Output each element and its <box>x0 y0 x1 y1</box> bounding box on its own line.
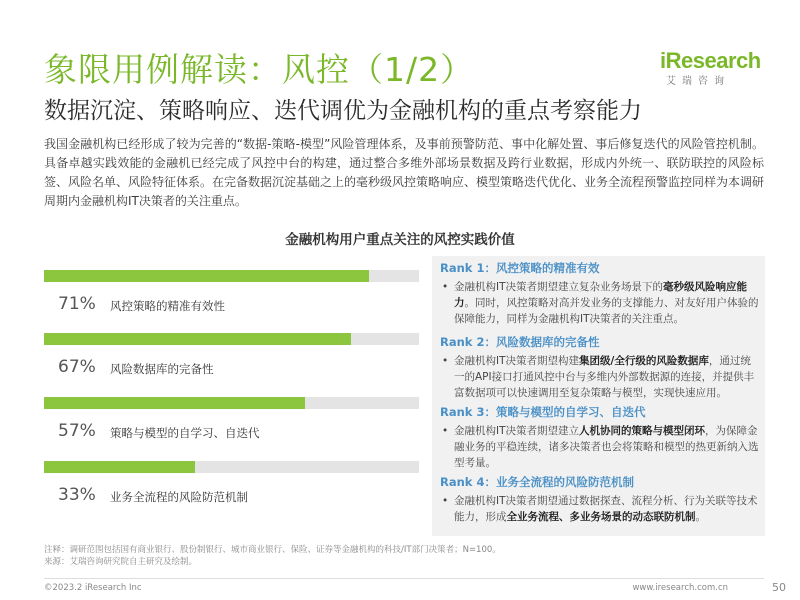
rank-text: • 金融机构IT决策者期望构建集团级/全行级的风险数据库，通过统一的API接口打通风控中台与多维内外部数据源的连接，并提供丰富数据项可以快速调用至复杂策略与模型，实现快速应用。 <box>442 355 755 399</box>
bullet-icon: • <box>442 425 449 437</box>
bar <box>44 461 195 473</box>
bar-value-label: 33% <box>58 485 96 505</box>
chart-title: 金融机构用户重点关注的风控实践价值 <box>285 232 515 248</box>
copyright: ©2023.2 iResearch Inc <box>44 583 142 593</box>
rank-title: Rank 2：风险数据库的完备性 <box>440 335 600 349</box>
bullet-icon: • <box>442 355 449 367</box>
rank-item <box>440 404 760 471</box>
bar <box>44 270 369 282</box>
bar-category-label: 风控策略的精准有效性 <box>110 299 225 313</box>
source-line: 来源：艾瑞咨询研究院自主研究及绘制。 <box>44 557 198 567</box>
rank-text: • 金融机构IT决策者期望建立人机协同的策略与模型闭环，为保障金融业务的平稳连续，诸多决策者也会将策略和模型的热更新纳入选型考量。 <box>442 425 759 469</box>
bar-chart <box>44 262 424 522</box>
bar-value-label: 71% <box>58 294 96 314</box>
intro-paragraph: 我国金融机构已经形成了较为完善的“数据-策略-模型”风险管理体系，及事前预警防范、事中化解处置、事后修复迭代的风险管控机制。具备卓越实践效能的金融机已经完成了风控中台的构建，通过整合多维外部场景数据及跨行业数据，形成内外统一、联防联控的风险标签、风险名单、风险特征体系。在完备数据沉淀基础之上的毫秒级风控策略响应、模型策略迭代优化、业务全流程预警监控同样为本调研周期内金融机构IT决策者的关注重点。 <box>44 137 765 208</box>
rank-item <box>440 474 760 525</box>
bar-row <box>44 397 419 457</box>
rank-panel <box>432 256 765 536</box>
note-line: 注释：调研范围包括国有商业银行、股份制银行、城市商业银行、保险、证券等金融机构的科技/IT部门决策者；N=100。 <box>44 545 501 555</box>
bar-row <box>44 270 419 330</box>
iresearch-logo <box>660 48 760 87</box>
bar-category-label: 业务全流程的风险防范机制 <box>110 490 248 504</box>
footer-divider <box>44 578 764 579</box>
bullet-icon: • <box>442 281 449 293</box>
page-title: 象限用例解读：风控（1/2） <box>44 50 475 89</box>
rank-text: • 金融机构IT决策者期望通过数据探查、流程分析、行为关联等技术能力，形成全业务流程、多业务场景的动态联防机制。 <box>442 495 758 523</box>
bar-row <box>44 333 419 393</box>
rank-item <box>440 260 760 327</box>
rank-title: Rank 3：策略与模型的自学习、自迭代 <box>440 405 646 419</box>
bar <box>44 333 351 345</box>
bar-row <box>44 461 419 521</box>
rank-title: Rank 4：业务全流程的风险防范机制 <box>440 475 634 489</box>
bullet-icon: • <box>442 495 449 507</box>
bar-value-label: 57% <box>58 421 96 441</box>
page-subtitle: 数据沉淀、策略响应、迭代调优为金融机构的重点考察能力 <box>44 98 642 124</box>
bar <box>44 397 305 409</box>
bar-category-label: 风险数据库的完备性 <box>110 362 214 376</box>
bar-value-label: 67% <box>58 357 96 377</box>
source-note <box>44 544 501 568</box>
logo-subtext: 艾瑞咨询 <box>666 76 730 87</box>
rank-text: • 金融机构IT决策者期望建立复杂业务场景下的毫秒级风险响应能力。同时，风控策略对高并发业务的支撑能力、对友好用户体验的保障能力，同样为金融机构IT决策者的关注重点。 <box>442 281 759 325</box>
page-number: 50 <box>772 581 786 594</box>
rank-title: Rank 1：风控策略的精准有效 <box>440 261 600 275</box>
bar-category-label: 策略与模型的自学习、自迭代 <box>110 426 260 440</box>
logo-text: iResearch <box>660 48 761 73</box>
rank-item <box>440 334 760 401</box>
website-link[interactable]: www.iresearch.com.cn <box>632 583 728 593</box>
